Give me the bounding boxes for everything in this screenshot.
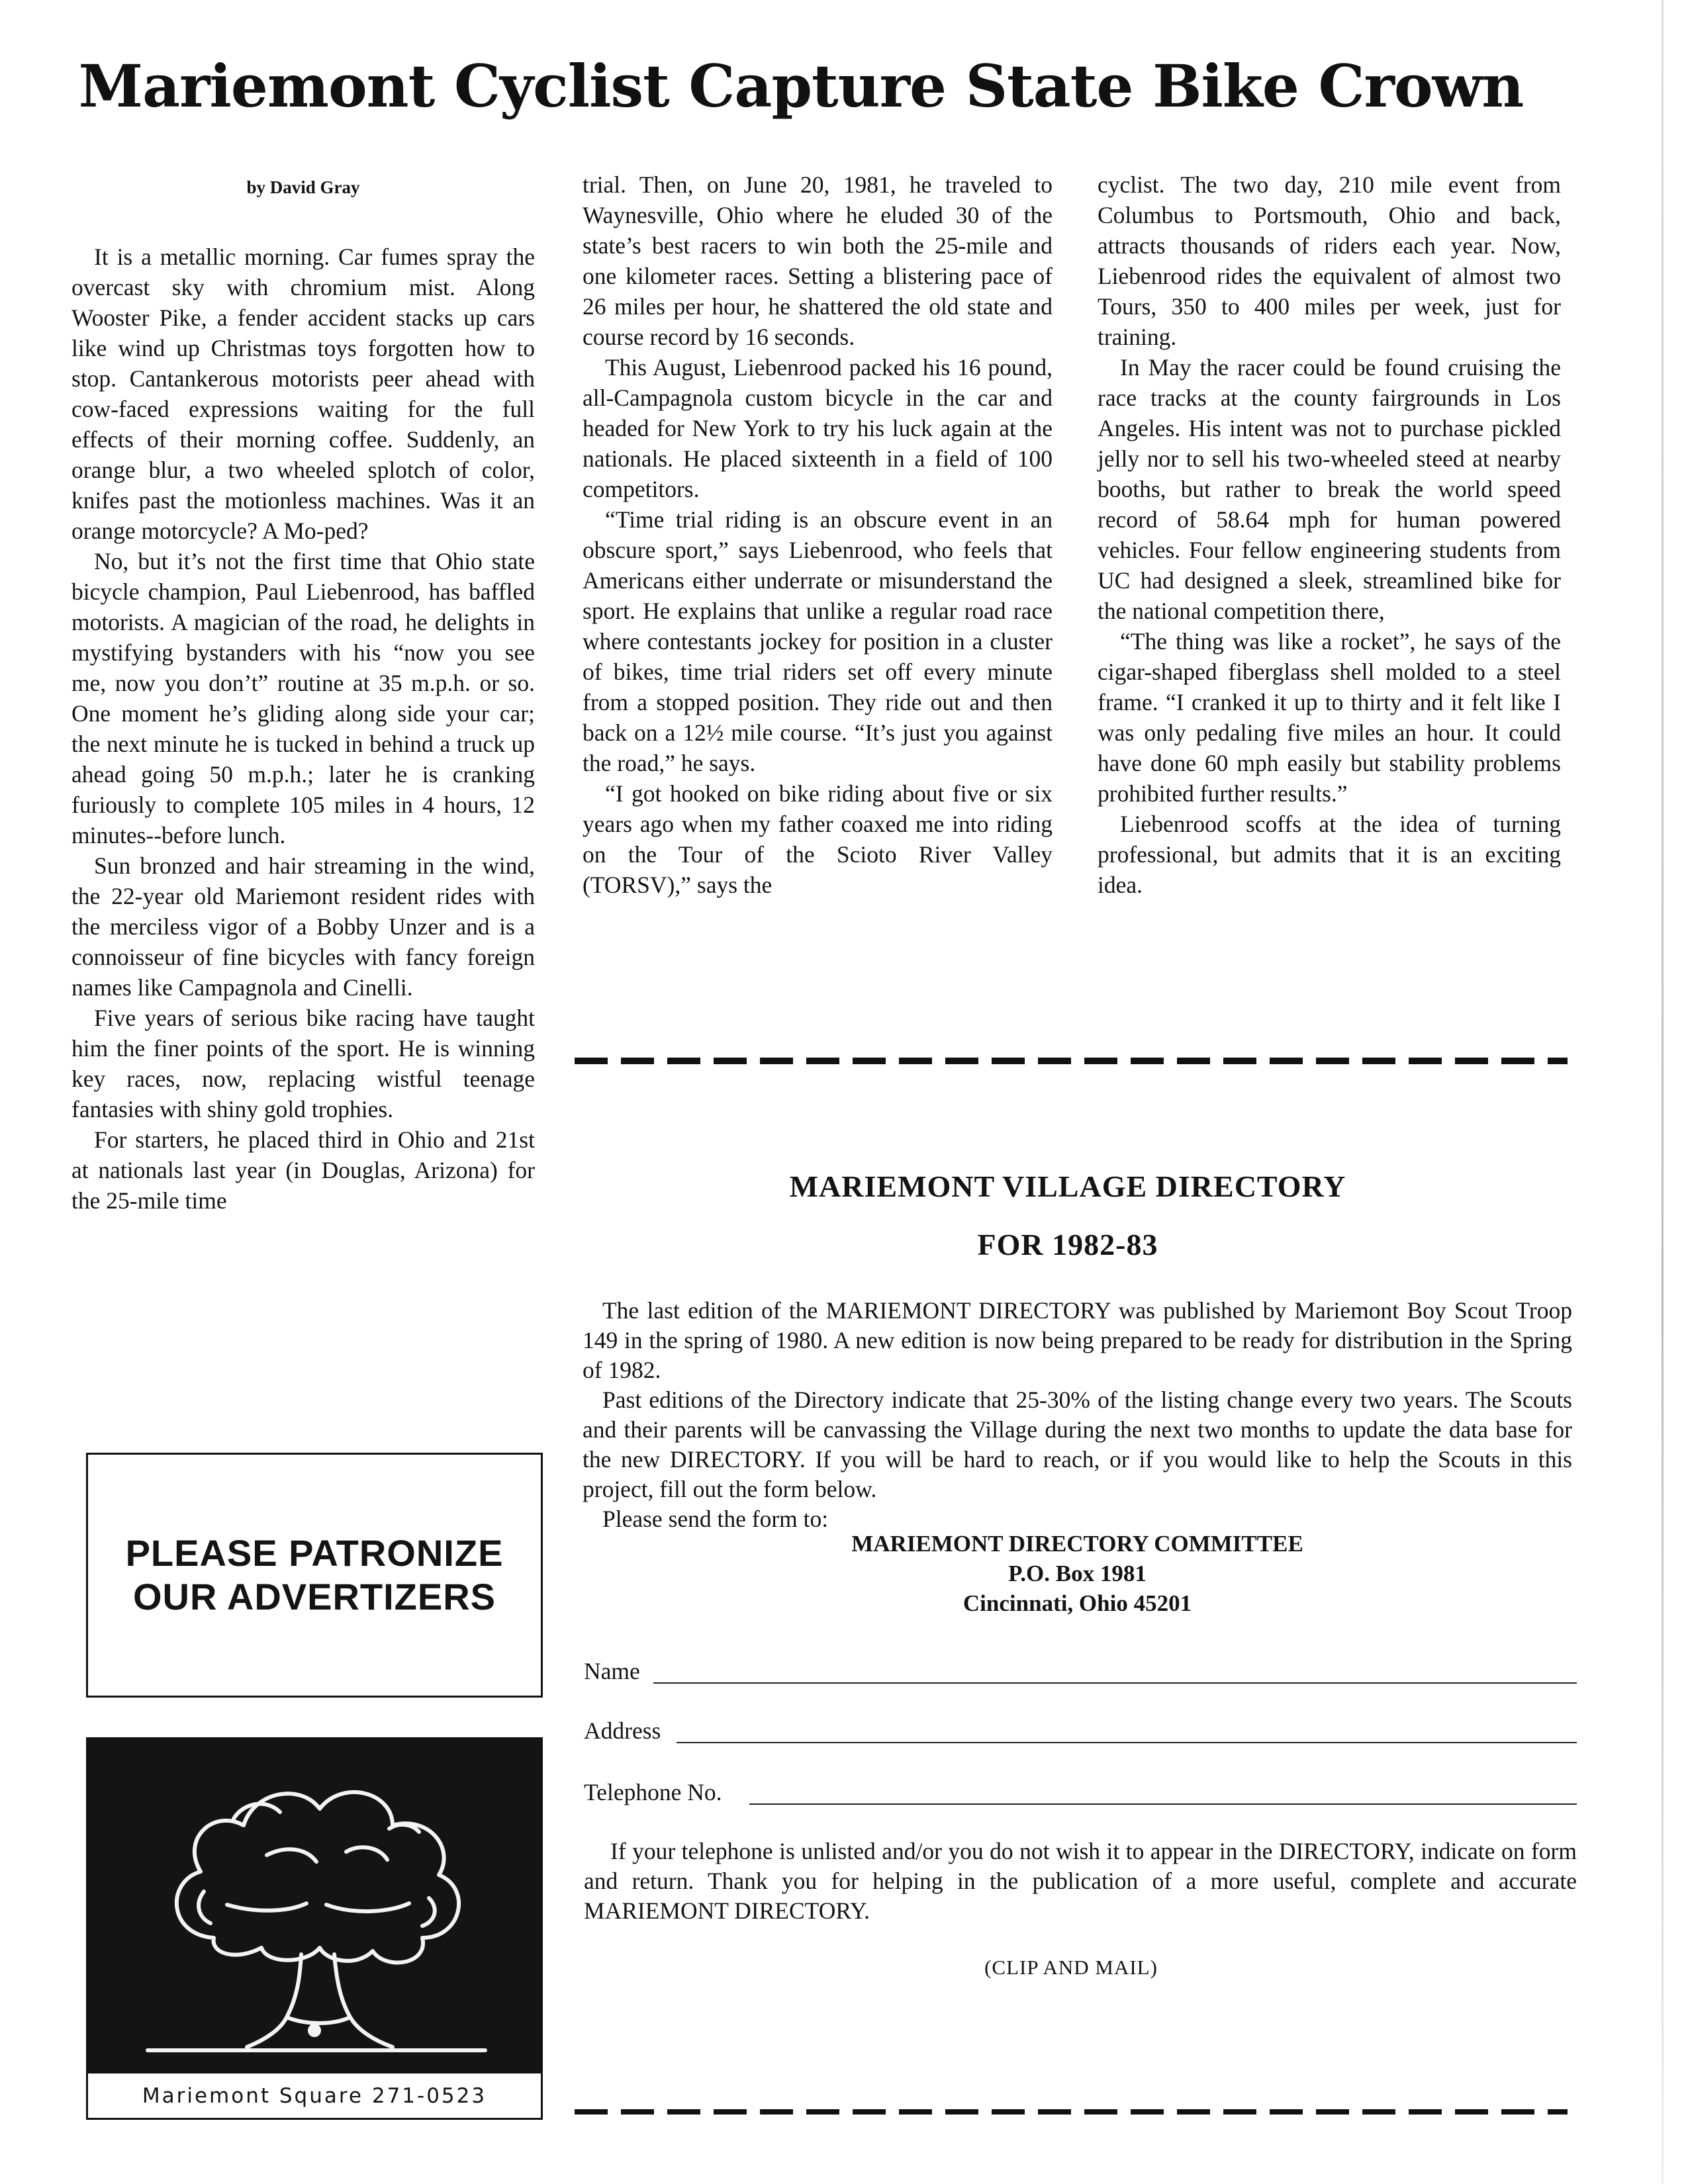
- paragraph: “I got hooked on bike riding about five or six years ago when my father coaxed me into riding on the Tour of the Scioto River Valley (TORSV),” says the: [583, 780, 1053, 898]
- villager-logo: [88, 1739, 541, 2073]
- name-field[interactable]: [584, 1655, 1577, 1688]
- name-blank-line[interactable]: [653, 1682, 1577, 1684]
- telephone-blank-line[interactable]: [749, 1803, 1577, 1805]
- paragraph: Past editions of the Directory indicate that 25-30% of the listing change every two years. The Scouts and their parents will be canvassing the Village during the next two months to update the data base for the new DIRECTORY. If you will be hard to reach, or if you would like to help the Scouts in this project, fill out the form below.: [583, 1387, 1572, 1502]
- patronize-line-2: OUR ADVERTIZERS: [132, 1576, 496, 1617]
- paragraph: Please send the form to:: [602, 1506, 829, 1532]
- patronize-line-1: PLEASE PATRONIZE: [125, 1532, 504, 1574]
- directory-year: FOR 1982-83: [977, 1228, 1158, 1261]
- address-label: Address: [584, 1717, 661, 1744]
- article-column-3: [1098, 169, 1561, 900]
- scan-edge: [1662, 0, 1664, 2184]
- paragraph: No, but it’s not the first time that Ohio state bicycle champion, Paul Liebenrood, has baffled motorists. A magician of the road, he delights in mystifying bystanders with his “now you see me, now you don’t” routine at 35 m.p.h. or so. One moment he’s gliding along side your car; the next minute he is tucked in behind a truck up ahead going 50 m.p.h.; later he is cranking furiously to complete 105 miles in 4 hours, 12 minutes--before lunch.: [71, 548, 535, 848]
- paragraph: “Time trial riding is an obscure event in an obscure sport,” says Liebenrood, who feels that Americans either underrate or misunderstand the sport. He explains that unlike a regular road race where contestants jockey for position in a cluster of bikes, time trial riders set off every minute from a stopped position. They ride out and then back on a 12½ mile course. “It’s just you against the road,” he says.: [583, 506, 1053, 776]
- clip-and-mail: (CLIP AND MAIL): [984, 1956, 1158, 1979]
- byline: by David Gray: [246, 177, 360, 197]
- paragraph: Five years of serious bike racing have taught him the finer points of the sport. He is winning key races, now, replacing wistful teenage fantasies with shiny gold trophies.: [71, 1005, 535, 1122]
- article-column-1: [71, 242, 535, 1216]
- address-line: Cincinnati, Ohio 45201: [962, 1590, 1192, 1616]
- paragraph: Liebenrood scoffs at the idea of turning professional, but admits that it is an exciting idea.: [1098, 811, 1561, 898]
- paragraph: For starters, he placed third in Ohio and 21st at nationals last year (in Douglas, Arizona) for the 25-mile time: [71, 1126, 535, 1214]
- paragraph: “The thing was like a rocket”, he says of the cigar-shaped fiberglass shell molded to a steel frame. “I cranked it up to thirty and it felt like I was only pedaling five miles an hour. It could have done 60 mph easily but stability problems prohibited further results.”: [1098, 628, 1561, 807]
- address-line: MARIEMONT DIRECTORY COMMITTEE: [851, 1531, 1303, 1557]
- villager-ad: [86, 1737, 543, 2120]
- paragraph: This August, Liebenrood packed his 16 pound, all-Campagnola custom bicycle in the car and headed for New York to try his luck again at the nationals. He placed sixteenth in a field of 100 competitors.: [583, 354, 1053, 502]
- address-blank-line[interactable]: [677, 1742, 1577, 1743]
- headline: Mariemont Cyclist Capture State Bike Crown: [78, 52, 1524, 120]
- paragraph: cyclist. The two day, 210 mile event from Columbus to Portsmouth, Ohio and back, attracts thousands of riders each year. Now, Liebenrood rides the equivalent of almost two Tours, 350 to 400 miles per week, just for training.: [1098, 171, 1561, 350]
- article-column-2: [583, 169, 1053, 900]
- clip-divider-top: [575, 1058, 1568, 1064]
- directory-body: [583, 1296, 1572, 1534]
- telephone-field[interactable]: [584, 1776, 1577, 1809]
- ad-caption: Mariemont Square 271-0523: [88, 2072, 541, 2118]
- paragraph: If your telephone is unlisted and/or you do not wish it to appear in the DIRECTORY, indicate on form and return. Thank you for helping in the publication of a more useful, complete and accurate MARIEMONT DIRECTORY.: [584, 1838, 1577, 1924]
- address-line: P.O. Box 1981: [1008, 1561, 1147, 1586]
- name-label: Name: [584, 1658, 640, 1684]
- paragraph: It is a metallic morning. Car fumes spray the overcast sky with chromium mist. Along Wooster Pike, a fender accident stacks up cars like wind up Christmas toys forgotten how to stop. Cantankerous motorists peer ahead with cow-faced expressions waiting for the full effects of their morning coffee. Suddenly, an orange blur, a two wheeled splotch of color, knifes past the motionless machines. Was it an orange motorcycle? A Mo-ped?: [71, 244, 535, 544]
- paragraph: The last edition of the MARIEMONT DIRECTORY was published by Mariemont Boy Scout Troop 149 in the spring of 1980. A new edition is now being prepared to be ready for distribution in the Spring of 1982.: [583, 1297, 1572, 1383]
- telephone-label: Telephone No.: [584, 1779, 722, 1805]
- mailing-address: [583, 1529, 1572, 1618]
- directory-note: [584, 1837, 1577, 1926]
- paragraph: trial. Then, on June 20, 1981, he traveled to Waynesville, Ohio where he eluded 30 of the state’s best racers to win both the 25-mile and one kilometer races. Setting a blistering pace of 26 miles per hour, he shattered the old state and course record by 16 seconds.: [583, 171, 1053, 350]
- paragraph: In May the racer could be found cruising the race tracks at the county fairgrounds in Los Angeles. His intent was not to purchase pickled jelly nor to sell his two-wheeled steed at nearby booths, but rather to break the world speed record of 58.64 mph for human powered vehicles. Four fellow engineering students from UC had designed a sleek, streamlined bike for the national competition there,: [1098, 354, 1561, 624]
- paragraph: Sun bronzed and hair streaming in the wind, the 22-year old Mariemont resident rides with the merciless vigor of a Bobby Unzer and is a connoisseur of fine bicycles with fancy foreign names like Campagnola and Cinelli.: [71, 852, 535, 1001]
- patronize-box: [86, 1453, 543, 1698]
- directory-title: MARIEMONT VILLAGE DIRECTORY: [789, 1169, 1346, 1203]
- address-field[interactable]: [584, 1714, 1577, 1747]
- clip-divider-bottom: [575, 2109, 1568, 2115]
